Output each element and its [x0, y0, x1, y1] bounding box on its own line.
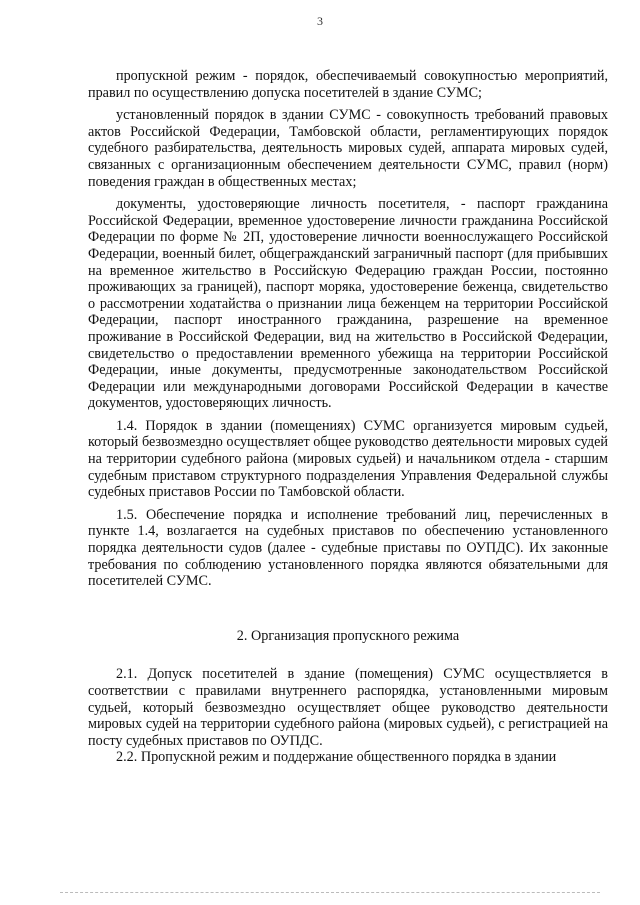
paragraph-identity-documents: документы, удостоверяющие личность посетителя, - паспорт гражданина Российской Федерации, временное удостоверение личности гражданина Российской Федерации по форме № 2П, удостоверение личности военнослужащего Российской Федерации, военный билет, общегражданский заграничный паспорт (для прибывших на временное жительство в Российскую Федерацию граждан России, постоянно проживающих за границей), паспорт моряка, удостоверение беженца, свидетельство о рассмотрении ходатайства о признании лица беженцем на территории Российской Федерации, паспорт иностранного гражданина, разрешение на временное проживание в Российской Федерации, вид на жительство в Российской Федерации, свидетельство о предоставлении временного убежища на территории Российской Федерации, иные документы, предусмотренные законодательством Российской Федерации или международными договорами Российской Федерации в качестве документов, удостоверяющих личность. — [88, 196, 608, 412]
paragraph-2-1: 2.1. Допуск посетителей в здание (помещения) СУМС осуществляется в соответствии с правилами внутреннего распорядка, установленными мировым судьей, который безвозмездно осуществляет общее руководство деятельности мировых судей на территории судебного района (мировых судьей), с регистрацией на посту судебных приставов по ОУПДС. — [88, 666, 608, 749]
paragraph-1-5: 1.5. Обеспечение порядка и исполнение требований лиц, перечисленных в пункте 1.4, возлагается на судебных приставов по обеспечению установленного порядка деятельности судов (далее - судебные приставы по ОУПДС). Их законные требования по соблюдению установленного порядка являются обязательными для посетителей СУМС. — [88, 506, 608, 590]
document-body — [88, 68, 608, 766]
paragraph-pass-regime: пропускной режим - порядок, обеспечиваемый совокупностью мероприятий, правил по осуществлению допуска посетителей в здание СУМС; — [88, 68, 608, 101]
section-heading: 2. Организация пропускного режима — [236, 627, 460, 644]
paragraph-2-2: 2.2. Пропускной режим и поддержание общественного порядка в здании — [116, 749, 557, 766]
paragraph-1-4: 1.4. Порядок в здании (помещениях) СУМС организуется мировым судьей, который безвозмездно осуществляет общее руководство деятельности мировых судей на территории судебного района (мировых судьей) и начальником отдела - старшим судебным приставом структурного подразделения Управления Федеральной службы судебных приставов России по Тамбовской области. — [88, 417, 608, 501]
page-number: 3 — [317, 14, 323, 28]
paragraph-established-order: установленный порядок в здании СУМС - совокупность требований правовых актов Российской Федерации, Тамбовской области, регламентирующих порядок судебного разбирательства, деятельность мировых судей, аппарата мировых судей, связанных с организационным обеспечением деятельности СУМС, правил (норм) поведения граждан в общественных местах; — [88, 107, 608, 190]
page-bottom-divider — [60, 892, 600, 893]
